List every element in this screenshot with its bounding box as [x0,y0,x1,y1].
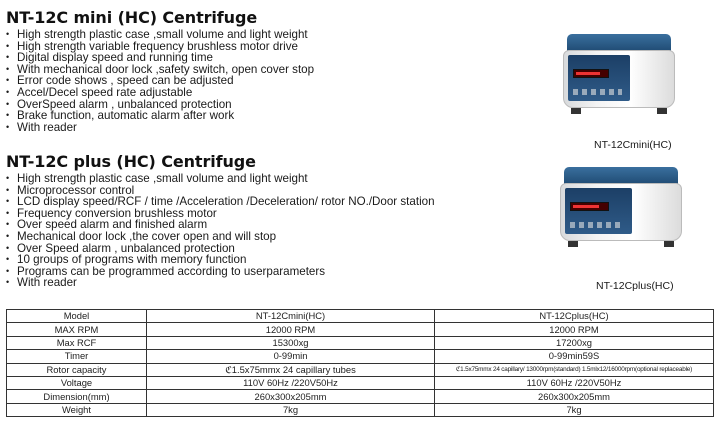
table-cell: 15300xg [147,336,435,349]
feature-item: • OverSpeed alarm , unbalanced protection [6,97,232,111]
bullet-icon: • [6,219,10,230]
row-header-max-rpm: MAX RPM [7,323,147,336]
feature-item: • Over Speed alarm , unbalanced protection [6,241,235,255]
row-header-dimension: Dimension(mm) [7,390,147,403]
bullet-icon: • [6,52,10,63]
row-header-voltage: Voltage [7,376,147,389]
table-cell: 260x300x205mm [147,390,435,403]
table-row [7,390,714,403]
device-body [560,183,682,241]
device-display [570,202,609,211]
table-row [7,403,714,416]
bullet-icon: • [6,254,10,265]
device-display [573,69,609,78]
bullet-icon: • [6,265,10,276]
centrifuge-plus-image [560,167,682,247]
feature-item: • High strength variable frequency brushless motor drive [6,39,298,53]
row-header-max-rcf: Max RCF [7,336,147,349]
spec-table [6,309,714,417]
table-cell: 7kg [435,403,714,416]
feature-item: • Accel/Decel speed rate adjustable [6,85,193,99]
table-cell: 12000 RPM [147,323,435,336]
section-mini [6,8,314,133]
table-row [7,336,714,349]
feature-item: • With mechanical door lock ,safety switch, open cover stop [6,62,315,76]
section-plus [6,152,435,289]
table-row [7,310,714,323]
bullet-icon: • [6,121,10,132]
section-title-plus: NT-12C plus (HC) Centrifuge [6,152,256,171]
feature-item: • With reader [6,120,77,134]
device-control-panel [568,55,630,101]
table-row [7,376,714,389]
bullet-icon: • [6,75,10,86]
image-caption-mini: NT-12Cmini(HC) [594,139,672,151]
bullet-icon: • [6,173,10,183]
feature-item: • Brake function, automatic alarm after work [6,109,235,123]
table-cell: ℭ1.5x75mmx 24 capillary/ 13000rpm(standard) 1.5mlx12/16000rpm(optional replaceable) [435,363,714,376]
feature-item: • Digital display speed and running time [6,51,213,65]
feature-item: • With reader [6,276,77,290]
bullet-icon: • [6,184,10,195]
feature-list-mini [6,29,314,133]
row-header-model: Model [7,310,147,323]
device-body [563,50,675,108]
table-cell: ℭ1.5x75mmx 24 capillary tubes [147,363,435,376]
bullet-icon: • [6,63,10,74]
device-buttons [573,89,622,95]
table-row [7,323,714,336]
table-row [7,350,714,363]
bullet-icon: • [6,242,10,253]
table-row [7,363,714,376]
bullet-icon: • [6,196,10,207]
table-cell: 0-99min [147,350,435,363]
table-cell: 0-99min59S [435,350,714,363]
bullet-icon: • [6,230,10,241]
table-cell: 110V 60Hz /220V50Hz [147,376,435,389]
device-feet [571,108,667,114]
table-cell: 260x300x205mm [435,390,714,403]
feature-item: • 10 groups of programs with memory function [6,253,247,267]
bullet-icon: • [6,110,10,121]
feature-item: • High strength plastic case ,small volume and light weight [6,172,308,185]
table-cell: 7kg [147,403,435,416]
feature-item: • High strength plastic case ,small volume and light weight [6,28,308,41]
centrifuge-mini-image [563,34,675,114]
feature-item: • Frequency conversion brushless motor [6,206,217,220]
bullet-icon: • [6,40,10,51]
bullet-icon: • [6,98,10,109]
feature-item: • Over speed alarm and finished alarm [6,218,208,232]
row-header-timer: Timer [7,350,147,363]
bullet-icon: • [6,207,10,218]
row-header-rotor-capacity: Rotor capacity [7,363,147,376]
feature-item: • Programs can be programmed according to userparameters [6,264,326,278]
table-cell: NT-12Cmini(HC) [147,310,435,323]
table-cell: NT-12Cplus(HC) [435,310,714,323]
table-cell: 12000 RPM [435,323,714,336]
table-cell: 17200xg [435,336,714,349]
row-header-weight: Weight [7,403,147,416]
bullet-icon: • [6,86,10,97]
feature-item: • Error code shows , speed can be adjusted [6,74,234,88]
feature-item: • LCD display speed/RCF / time /Acceleration /Deceleration/ rotor NO./Door station [6,195,435,209]
device-feet [568,241,674,247]
section-title-mini: NT-12C mini (HC) Centrifuge [6,8,258,27]
bullet-icon: • [6,277,10,288]
bullet-icon: • [6,29,10,39]
device-buttons [570,222,624,228]
feature-item: • Microprocessor control [6,183,135,197]
feature-list-plus [6,173,435,289]
device-control-panel [565,188,632,234]
table-cell: 110V 60Hz /220V50Hz [435,376,714,389]
feature-item: • Mechanical door lock ,the cover open and will stop [6,229,277,243]
image-caption-plus: NT-12Cplus(HC) [596,280,674,292]
